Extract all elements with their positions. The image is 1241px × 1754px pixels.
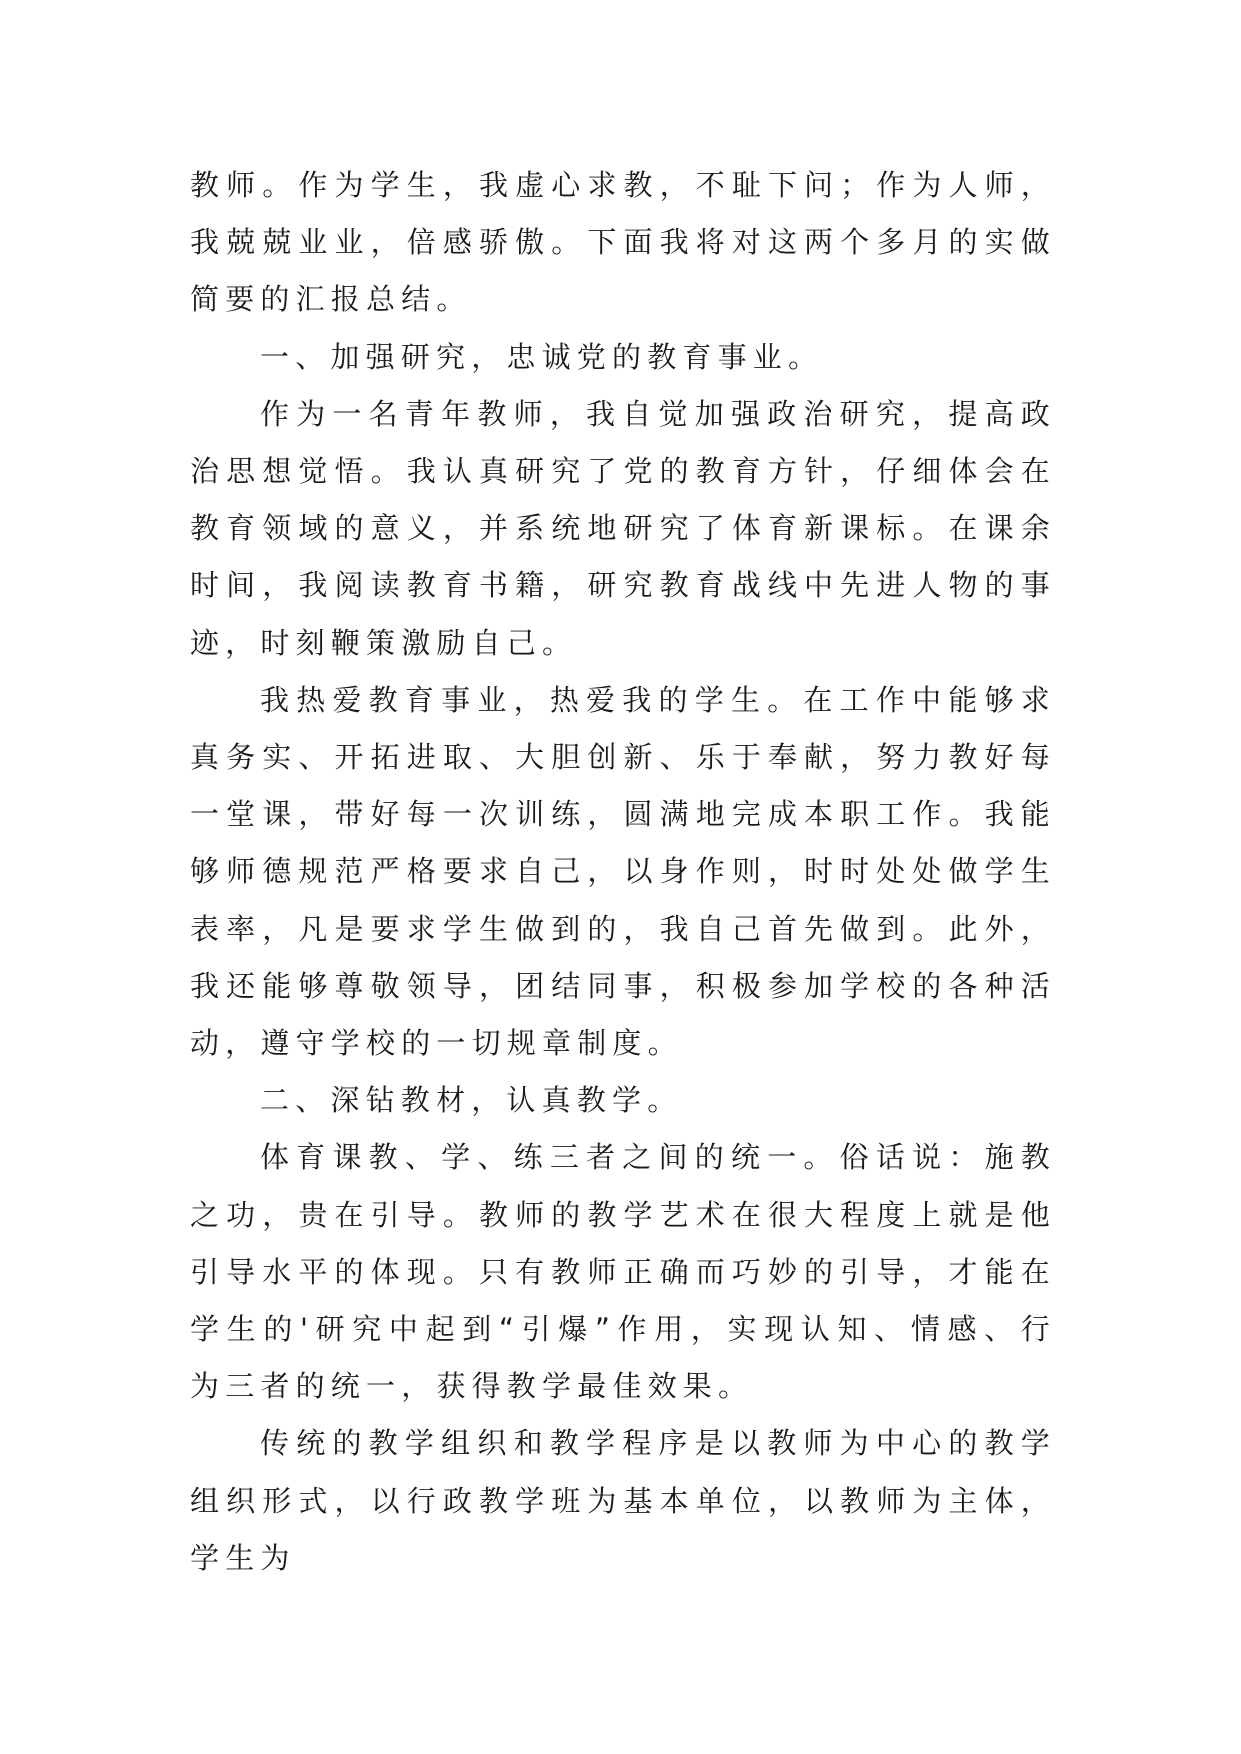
body-paragraph: 我热爱教育事业，热爱我的学生。在工作中能够求真务实、开拓进取、大胆创新、乐于奉献，努力教好每一堂课，带好每一次训练，圆满地完成本职工作。我能够师德规范严格要求自己，以身作则，时时处处做学生表率，凡是要求学生做到的，我自己首先做到。此外，我还能够尊敬领导，团结同事，积极参加学校的各种活动，遵守学校的一切规章制度。	[190, 682, 1056, 1061]
body-paragraph: 教师。作为学生，我虚心求教，不耻下问；作为人师，我兢兢业业，倍感骄傲。下面我将对这两个多月的实做简要的汇报总结。	[190, 168, 1056, 317]
body-paragraph: 体育课教、学、练三者之间的统一。俗话说：施教之功，贵在引导。教师的教学艺术在很大程度上就是他引导水平的体现。只有教师正确而巧妙的引导，才能在学生的'研究中起到“引爆”作用，实现认知、情感、行为三者的统一，获得教学最佳效果。	[190, 1140, 1056, 1404]
body-paragraph: 传统的教学组织和教学程序是以教师为中心的教学组织形式，以行政教学班为基本单位，以教师为主体，学生为	[190, 1426, 1056, 1575]
section-heading: 二、深钻教材，认真教学。	[260, 1083, 683, 1118]
section-heading: 一、加强研究，忠诚党的教育事业。	[260, 339, 824, 374]
body-paragraph: 作为一名青年教师，我自觉加强政治研究，提高政治思想觉悟。我认真研究了党的教育方针，仔细体会在教育领域的意义，并系统地研究了体育新课标。在课余时间，我阅读教育书籍，研究教育战线中先进人物的事迹，时刻鞭策激励自己。	[190, 396, 1056, 660]
document-body	[190, 157, 1056, 1587]
